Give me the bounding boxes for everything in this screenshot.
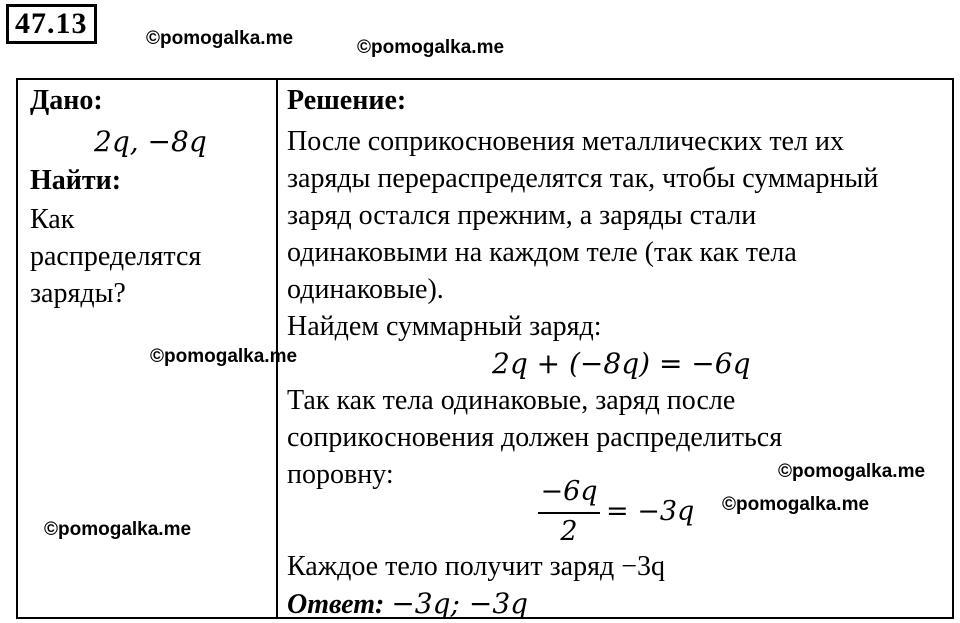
problem-number: 47.13	[6, 4, 97, 44]
solution-text-line: заряды перераспределятся так, чтобы суммарный	[287, 163, 879, 194]
solution-text-line: После соприкосновения металлических тел их	[287, 126, 844, 157]
solution-heading: Решение:	[287, 85, 407, 116]
watermark: ©pomogalka.me	[150, 346, 298, 367]
solution-text-line: заряд остался прежним, а заряды стали	[287, 200, 757, 231]
watermark: ©pomogalka.me	[146, 28, 294, 49]
answer-label: Ответ:	[287, 589, 385, 620]
answer-value: −3q; −3q	[391, 587, 529, 620]
solution-text-line: поровну:	[287, 459, 394, 490]
solution-text-line: одинаковыми на каждом теле (так как тела	[287, 237, 797, 268]
given-column	[30, 80, 266, 312]
watermark: ©pomogalka.me	[722, 494, 870, 515]
fraction-denominator: 2	[560, 516, 578, 547]
given-values: 2q, −8q	[94, 125, 207, 158]
answer-block	[287, 548, 947, 623]
find-line: распределятся	[30, 241, 202, 272]
solution-column	[287, 80, 947, 493]
fraction-bar	[538, 512, 600, 514]
answer-line	[287, 585, 947, 623]
watermark: ©pomogalka.me	[44, 519, 192, 540]
watermark: ©pomogalka.me	[357, 37, 505, 58]
find-total-text: Найдем суммарный заряд:	[287, 311, 602, 342]
solution-text-line: Так как тела одинаковые, заряд после	[287, 385, 736, 416]
solution-text-line: одинаковые).	[287, 274, 444, 305]
each-body-text	[287, 548, 947, 585]
total-equation: 2q + (−8q) = −6q	[492, 347, 751, 380]
each-body-sentence: Каждое тело получит заряд −3q	[287, 551, 666, 582]
find-heading: Найти:	[30, 165, 122, 196]
fraction-numerator: −6q	[540, 476, 598, 507]
find-line: Как	[30, 204, 75, 235]
solution-text-line: соприкосновения должен распределиться	[287, 422, 783, 453]
find-line: заряды?	[30, 278, 126, 309]
fraction-result: = −3q	[606, 496, 695, 527]
given-heading: Дано:	[30, 85, 103, 116]
watermark: ©pomogalka.me	[778, 461, 926, 482]
